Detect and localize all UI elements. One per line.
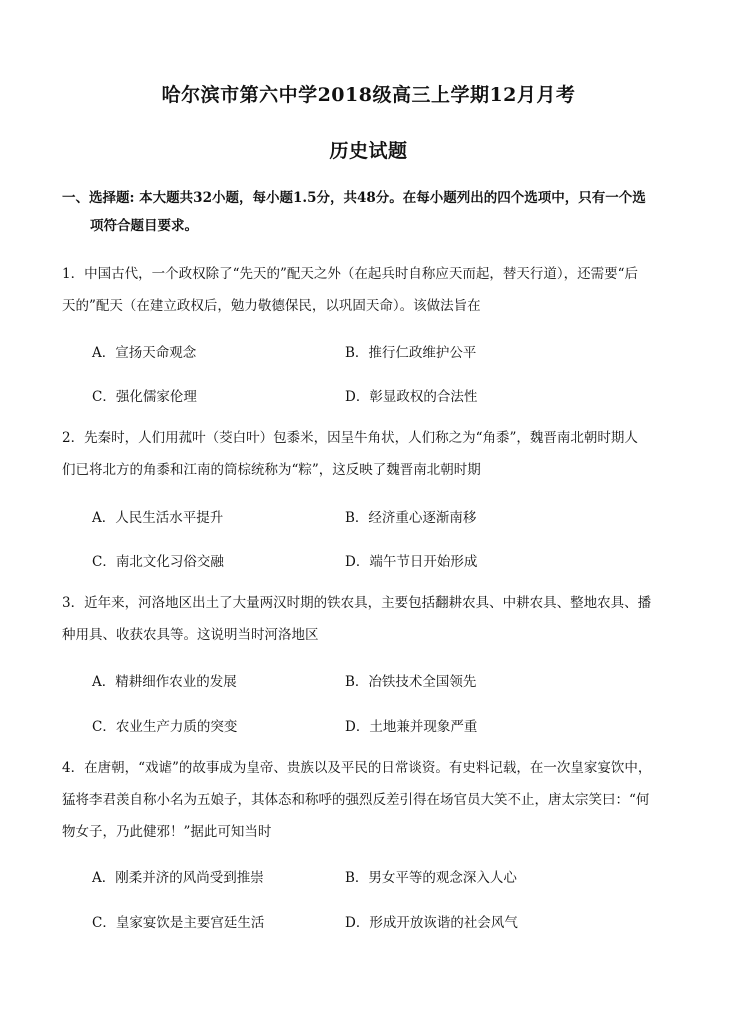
question-1-option-c: C．强化儒家伦理 — [92, 389, 197, 405]
question-1-line-2: 天的”配天（在建立政权后，勉力敬德保民，以巩固天命）。该做法旨在 — [62, 298, 481, 314]
question-4-line-2: 猛将李君羡自称小名为五娘子，其体态和称呼的强烈反差引得在场官员大笑不止，唐太宗笑曰：“何 — [62, 792, 650, 808]
question-3-option-d: D．土地兼并现象严重 — [345, 719, 478, 735]
question-4-option-b: B．男女平等的观念深入人心 — [345, 870, 517, 886]
question-4-option-c: C．皇家宴饮是主要宫廷生活 — [92, 915, 265, 931]
question-4-line-1: 4．在唐朝，“戏谑”的故事成为皇帝、贵族以及平民的日常谈资。有史料记载，在一次皇家宴饮中， — [62, 760, 652, 776]
question-2-option-b: B．经济重心逐渐南移 — [345, 510, 477, 526]
section-instructions — [62, 184, 682, 240]
question-2-stem — [62, 422, 682, 486]
question-1-line-1: 1．中国古代，一个政权除了“先天的”配天之外（在起兵时自称应天而起，替天行道），还需要“后 — [62, 266, 639, 282]
question-4-line-3: 物女子，乃此健邪！”据此可知当时 — [62, 824, 272, 840]
question-2-option-a: A．人民生活水平提升 — [92, 510, 224, 526]
question-4-option-a: A．刚柔并济的风尚受到推崇 — [92, 870, 264, 886]
question-1-option-b: B．推行仁政维护公平 — [345, 345, 477, 361]
question-1-option-a: A．宣扬天命观念 — [92, 345, 197, 361]
exam-subtitle: 历史试题 — [329, 140, 408, 162]
question-1-option-d: D．彰显政权的合法性 — [345, 389, 478, 405]
question-3-line-2: 种用具、收获农具等。这说明当时河洛地区 — [62, 627, 319, 643]
question-1-stem — [62, 258, 682, 322]
question-4-option-d: D．形成开放诙谐的社会风气 — [345, 915, 518, 931]
question-2-option-c: C．南北文化习俗交融 — [92, 554, 224, 570]
question-3-option-a: A．精耕细作农业的发展 — [92, 674, 237, 690]
section-line-2: 项符合题目要求。 — [90, 218, 198, 234]
exam-title: 哈尔滨市第六中学2018级高三上学期12月月考 — [161, 84, 576, 106]
question-2-option-d: D．端午节日开始形成 — [345, 554, 478, 570]
question-3-stem — [62, 587, 682, 651]
question-3-line-1: 3．近年来，河洛地区出土了大量两汉时期的铁农具，主要包括翻耕农具、中耕农具、整地农具、播 — [62, 595, 652, 611]
question-2-line-2: 们已将北方的角黍和江南的筒棕统称为“粽”，这反映了魏晋南北朝时期 — [62, 462, 481, 478]
question-3-option-b: B．冶铁技术全国领先 — [345, 674, 477, 690]
question-2-line-1: 2．先秦时，人们用菰叶（茭白叶）包黍米，因呈牛角状，人们称之为“角黍”，魏晋南北朝时期人 — [62, 430, 638, 446]
section-line-1: 一、选择题: 本大题共32小题，每小题1.5分，共48分。在每小题列出的四个选项中，只有一个选 — [62, 190, 646, 206]
question-4-stem — [62, 752, 682, 848]
question-3-option-c: C．农业生产力质的突变 — [92, 719, 238, 735]
